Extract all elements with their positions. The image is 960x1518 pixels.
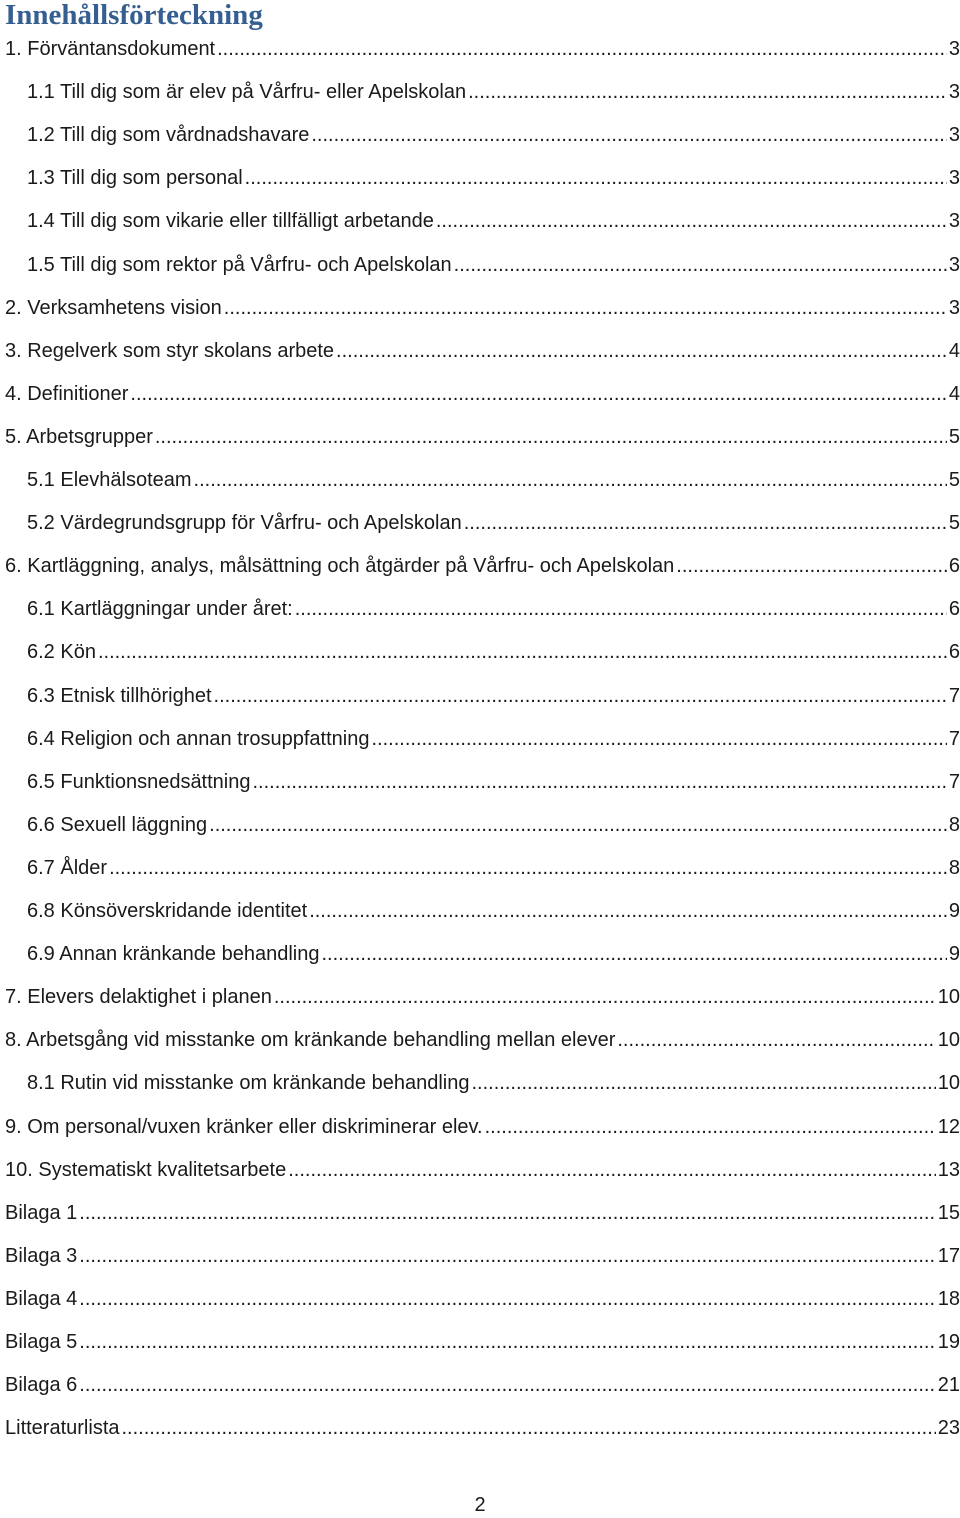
toc-row: [0, 71, 960, 114]
toc-entry-link[interactable]: [27, 726, 960, 752]
toc-entry-page: 10: [937, 1029, 960, 1052]
toc-entry-link[interactable]: [27, 683, 960, 709]
toc-entry-link[interactable]: [5, 553, 960, 579]
toc-entry-page: 3: [948, 38, 960, 60]
toc-row: [0, 459, 960, 502]
toc-row: [0, 1278, 960, 1321]
toc-entry-link[interactable]: [5, 424, 960, 450]
toc-row: [0, 1407, 960, 1450]
toc-row: [0, 1106, 960, 1149]
toc-entry-page: 6: [948, 641, 960, 664]
toc-entry-link[interactable]: [27, 769, 960, 795]
toc-entry-link[interactable]: [5, 1157, 960, 1183]
toc-row: [0, 890, 960, 933]
toc-entry-link[interactable]: [27, 252, 960, 278]
toc-entry-link[interactable]: [5, 1114, 960, 1140]
toc-row: [0, 804, 960, 847]
toc-entry-label: Bilaga 5: [5, 1331, 78, 1353]
toc-entry-link[interactable]: [5, 1415, 960, 1441]
toc-row: [0, 1235, 960, 1278]
dot-leader: [79, 1329, 935, 1355]
toc-entry-page: 7: [948, 727, 960, 750]
toc-entry-page: 9: [948, 900, 960, 922]
page-title: Innehållsförteckning: [5, 0, 263, 31]
toc-row: [0, 675, 960, 718]
toc-entry-label: Bilaga 4: [5, 1287, 78, 1310]
toc-entry-page: 23: [937, 1417, 960, 1440]
toc-row: [0, 718, 960, 761]
toc-entry-link[interactable]: [5, 984, 960, 1010]
dot-leader: [371, 726, 946, 752]
toc-row: [0, 1192, 960, 1235]
toc-entry-label: 1.5 Till dig som rektor på Vårfru- och Apelskolan: [27, 253, 452, 276]
toc-entry-page: 12: [937, 1115, 960, 1138]
dot-leader: [468, 79, 947, 105]
toc-entry-label: 1. Förväntansdokument: [5, 38, 216, 60]
toc-entry-label: 10. Systematiskt kvalitetsarbete: [5, 1158, 287, 1181]
toc-entry-link[interactable]: [27, 165, 960, 191]
dot-leader: [122, 1415, 936, 1441]
toc-entry-label: 5.1 Elevhälsoteam: [27, 469, 192, 491]
toc-entry-page: 7: [948, 684, 960, 707]
dot-leader: [98, 639, 947, 665]
toc-entry-page: 18: [937, 1287, 960, 1310]
toc-entry-link[interactable]: [5, 381, 960, 407]
toc-entry-label: 6.2 Kön: [27, 641, 96, 664]
dot-leader: [309, 898, 947, 924]
toc-entry-link[interactable]: [27, 122, 960, 148]
toc-entry-label: Litteraturlista: [5, 1417, 120, 1440]
dot-leader: [245, 165, 947, 191]
toc-row: [0, 1019, 960, 1062]
dot-leader: [295, 596, 947, 622]
toc-entry-page: 3: [948, 167, 960, 190]
dot-leader: [79, 1200, 935, 1226]
toc-row: [0, 1364, 960, 1407]
toc-entry-page: 5: [948, 512, 960, 535]
toc-row: [0, 416, 960, 459]
dot-leader: [274, 984, 936, 1010]
dot-leader: [288, 1157, 936, 1183]
dot-leader: [617, 1027, 935, 1053]
toc-row: [0, 502, 960, 545]
dot-leader: [676, 553, 947, 579]
toc-row: [0, 1149, 960, 1192]
toc-entry-label: 6.6 Sexuell läggning: [27, 813, 208, 836]
dot-leader: [130, 381, 946, 407]
toc-entry-page: 21: [937, 1374, 960, 1397]
toc-entry-page: 8: [948, 856, 960, 879]
toc-entry-link[interactable]: [5, 1243, 960, 1269]
toc-entry-page: 4: [948, 382, 960, 405]
toc-entry-label: 2. Verksamhetens vision: [5, 296, 222, 319]
toc-row: [0, 157, 960, 200]
toc-row: [0, 1062, 960, 1105]
toc-entry-label: 6.3 Etnisk tillhörighet: [27, 684, 212, 707]
dot-leader: [224, 295, 947, 321]
toc-entry-page: 10: [937, 1072, 960, 1095]
toc-entry-label: 6.4 Religion och annan trosuppfattning: [27, 727, 370, 750]
toc-row: [0, 761, 960, 804]
dot-leader: [464, 510, 947, 536]
toc-row: [0, 933, 960, 976]
toc-entry-link[interactable]: [5, 1372, 960, 1398]
toc-row: [0, 114, 960, 157]
toc-entry-link[interactable]: [5, 1027, 960, 1053]
toc-row: [0, 373, 960, 416]
toc-entry-label: Bilaga 3: [5, 1244, 78, 1267]
dot-leader: [217, 36, 947, 62]
toc-entry-link[interactable]: [27, 898, 960, 924]
toc-entry-link[interactable]: [5, 1286, 960, 1312]
toc-entry-page: 19: [937, 1331, 960, 1353]
dot-leader: [155, 424, 947, 450]
dot-leader: [79, 1243, 935, 1269]
toc-entry-label: 6.5 Funktionsnedsättning: [27, 770, 251, 793]
dot-leader: [471, 1070, 935, 1096]
dot-leader: [311, 122, 947, 148]
toc-entry-label: Bilaga 1: [5, 1201, 78, 1224]
dot-leader: [485, 1114, 936, 1140]
toc-entry-page: 3: [948, 210, 960, 233]
dot-leader: [209, 812, 947, 838]
toc-entry-label: 6.9 Annan kränkande behandling: [27, 943, 320, 966]
toc-entry-link[interactable]: [27, 208, 960, 234]
toc-row: [0, 28, 960, 71]
toc-entry-label: 1.1 Till dig som är elev på Vårfru- eller Apelskolan: [27, 81, 467, 104]
dot-leader: [253, 769, 947, 795]
toc-row: [0, 330, 960, 373]
toc-entry-link[interactable]: [27, 510, 960, 536]
toc-entry-page: 9: [948, 943, 960, 966]
toc-entry-link[interactable]: [27, 941, 960, 967]
toc-entry-label: 1.4 Till dig som vikarie eller tillfälligt arbetande: [27, 210, 434, 233]
dot-leader: [336, 338, 947, 364]
toc-row: [0, 1321, 960, 1364]
toc-entry-page: 10: [937, 986, 960, 1009]
toc-entry-label: Bilaga 6: [5, 1374, 78, 1397]
toc-entry-link[interactable]: [5, 338, 960, 364]
toc-entry-page: 3: [948, 296, 960, 319]
toc-entry-link[interactable]: [27, 79, 960, 105]
toc-entry-page: 7: [948, 770, 960, 793]
toc-entry-page: 6: [948, 555, 960, 578]
toc-entry-link[interactable]: [5, 36, 960, 62]
toc-row: [0, 200, 960, 243]
toc-entry-page: 8: [948, 813, 960, 836]
toc-row: [0, 588, 960, 631]
toc-entry-link[interactable]: [27, 467, 960, 493]
toc-entry-link[interactable]: [27, 1070, 960, 1096]
toc-entry-label: 8.1 Rutin vid misstanke om kränkande behandling: [27, 1072, 470, 1095]
toc-entry-label: 6.1 Kartläggningar under året:: [27, 598, 293, 621]
toc-entry-label: 9. Om personal/vuxen kränker eller diskriminerar elev.: [5, 1115, 483, 1138]
dot-leader: [454, 252, 947, 278]
toc-row: [0, 631, 960, 674]
toc-entry-label: 6.7 Ålder: [27, 856, 108, 879]
toc-row: [0, 976, 960, 1019]
dot-leader: [109, 855, 947, 881]
toc-entry-link[interactable]: [27, 639, 960, 665]
dot-leader: [194, 467, 947, 493]
toc-entry-page: 15: [937, 1201, 960, 1224]
toc-entry-page: 6: [948, 598, 960, 621]
toc-entry-label: 8. Arbetsgång vid misstanke om kränkande behandling mellan elever: [5, 1029, 616, 1052]
toc-entry-label: 5.2 Värdegrundsgrupp för Vårfru- och Apelskolan: [27, 512, 462, 535]
toc-entry-page: 13: [937, 1158, 960, 1181]
toc-entry-page: 5: [948, 425, 960, 448]
toc-entry-page: 3: [948, 253, 960, 276]
toc-entry-link[interactable]: [5, 1200, 960, 1226]
toc-entry-page: 5: [948, 469, 960, 491]
toc-entry-label: 6. Kartläggning, analys, målsättning och åtgärder på Vårfru- och Apelskolan: [5, 555, 675, 578]
toc-entry-page: 3: [948, 81, 960, 104]
toc-entry-label: 4. Definitioner: [5, 382, 129, 405]
toc-entry-link[interactable]: [5, 1329, 960, 1355]
toc-entry-page: 3: [948, 124, 960, 147]
dot-leader: [79, 1286, 935, 1312]
toc-entry-link[interactable]: [5, 295, 960, 321]
toc-entry-link[interactable]: [27, 812, 960, 838]
toc-entry-link[interactable]: [27, 596, 960, 622]
toc-row: [0, 545, 960, 588]
toc-entry-label: 5. Arbetsgrupper: [5, 425, 153, 448]
toc-row: [0, 847, 960, 890]
page-number: 2: [474, 1494, 486, 1516]
toc-entry-label: 1.2 Till dig som vårdnadshavare: [27, 124, 310, 147]
dot-leader: [436, 208, 947, 234]
dot-leader: [214, 683, 947, 709]
toc-entry-label: 7. Elevers delaktighet i planen: [5, 986, 272, 1009]
toc-entry-page: 4: [948, 339, 960, 362]
toc-entry-label: 6.8 Könsöverskridande identitet: [27, 900, 308, 922]
dot-leader: [79, 1372, 935, 1398]
toc-row: [0, 287, 960, 330]
toc-row: [0, 244, 960, 287]
toc-entry-label: 3. Regelverk som styr skolans arbete: [5, 339, 335, 362]
toc-entry-label: 1.3 Till dig som personal: [27, 167, 243, 190]
toc-entry-page: 17: [937, 1244, 960, 1267]
toc-entry-link[interactable]: [27, 855, 960, 881]
dot-leader: [321, 941, 946, 967]
